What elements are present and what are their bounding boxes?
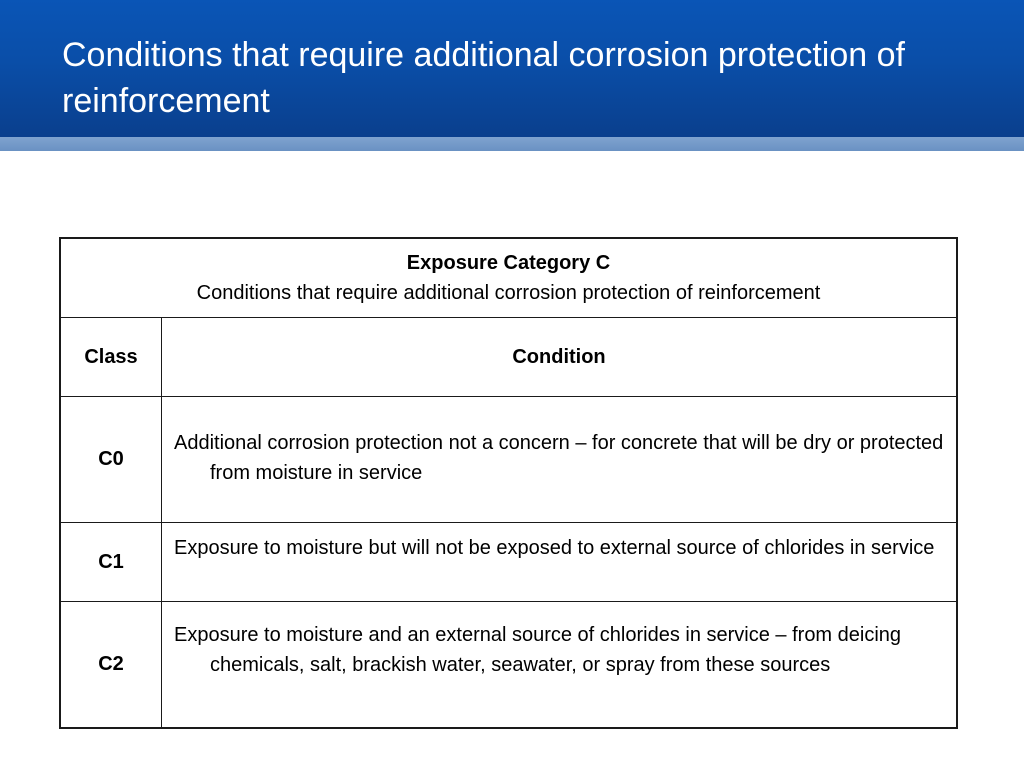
- column-header-class: Class: [60, 318, 162, 397]
- title-stripe: [0, 137, 1024, 151]
- condition-text: Exposure to moisture and an external source of chlorides in service – from deicing chemicals, salt, brackish water, seawater, or spray from these sources: [174, 624, 902, 676]
- column-header-condition: Condition: [162, 318, 958, 397]
- table-header-cell: [60, 238, 957, 318]
- class-cell: C2: [60, 602, 162, 728]
- condition-cell: [162, 523, 958, 602]
- condition-text: Additional corrosion protection not a concern – for concrete that will be dry or protected from moisture in service: [174, 432, 944, 484]
- table-row: [60, 523, 957, 602]
- table-header-row: [60, 238, 957, 318]
- class-cell: C1: [60, 523, 162, 602]
- condition-text: Exposure to moisture but will not be exposed to external source of chlorides in service: [174, 537, 935, 559]
- class-cell: C0: [60, 397, 162, 523]
- category-subtitle: Conditions that require additional corrosion protection of reinforcement: [196, 282, 821, 304]
- condition-cell: [162, 397, 958, 523]
- exposure-category-table: [59, 237, 958, 729]
- column-header-row: [60, 318, 957, 397]
- category-title: Exposure Category C: [406, 252, 611, 274]
- slide-title: Conditions that require additional corrosion protection of reinforcement: [62, 36, 905, 120]
- condition-cell: [162, 602, 958, 728]
- table-row: [60, 602, 957, 728]
- table-row: [60, 397, 957, 523]
